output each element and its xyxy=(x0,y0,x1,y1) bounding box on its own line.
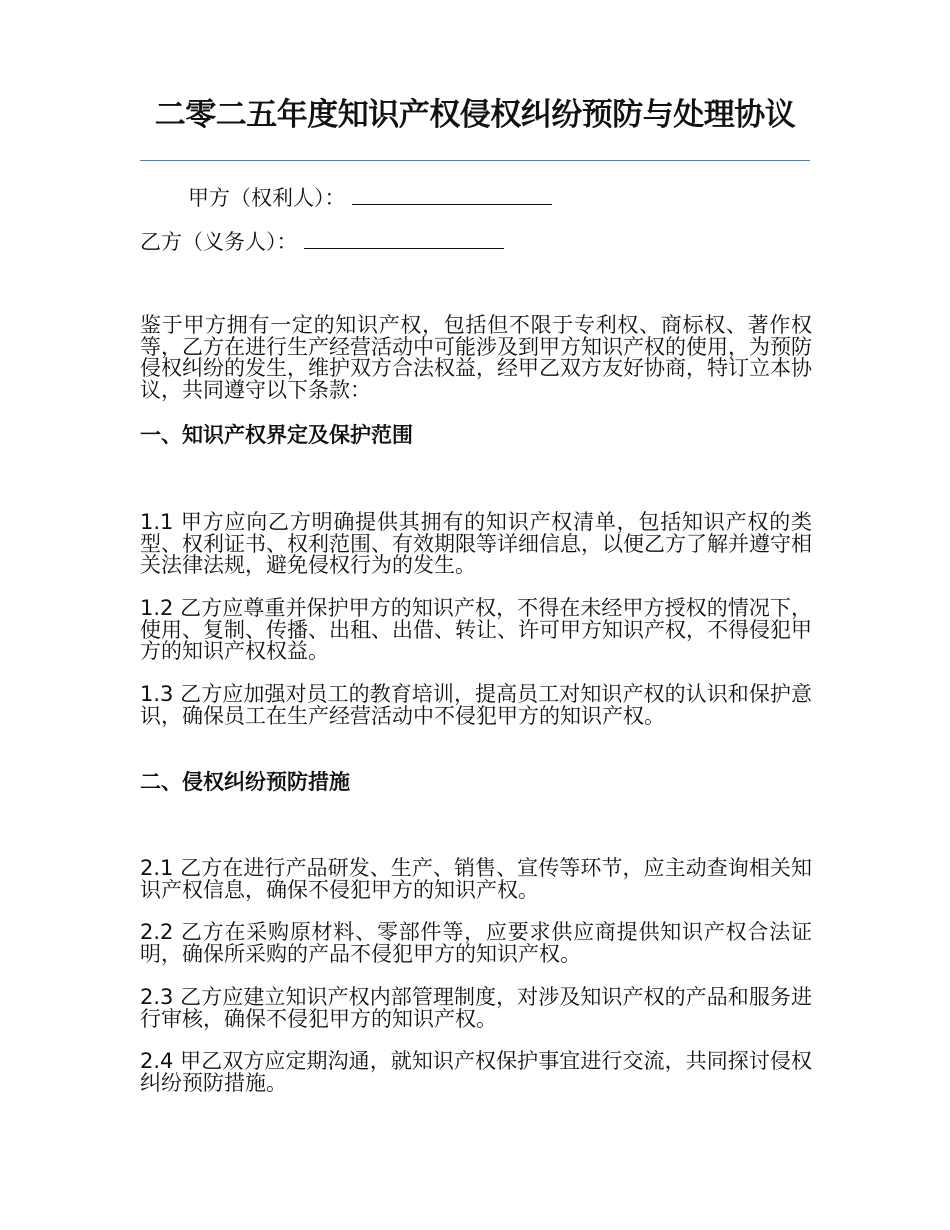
party-b-blank xyxy=(304,228,504,249)
clause-1-3: 1.3 乙方应加强对员工的教育培训，提高员工对知识产权的认识和保护意识，确保员工在生产经营活动中不侵犯甲方的知识产权。 xyxy=(140,682,812,728)
party-b-line xyxy=(140,228,504,255)
section-1-heading: 一、知识产权界定及保护范围 xyxy=(140,423,413,447)
party-a-label: 甲方（权利人）： xyxy=(188,186,346,210)
party-b-label: 乙方（义务人）： xyxy=(140,230,298,254)
clause-2-2: 2.2 乙方在采购原材料、零部件等，应要求供应商提供知识产权合法证明，确保所采购的产品不侵犯甲方的知识产权。 xyxy=(140,920,812,966)
document-title: 二零二五年度知识产权侵权纠纷预防与处理协议 xyxy=(154,97,796,133)
clause-2-4: 2.4 甲乙双方应定期沟通，就知识产权保护事宜进行交流，共同探讨侵权纠纷预防措施。 xyxy=(140,1049,812,1095)
title-underline xyxy=(140,160,810,161)
clause-2-3: 2.3 乙方应建立知识产权内部管理制度，对涉及知识产权的产品和服务进行审核，确保不侵犯甲方的知识产权。 xyxy=(140,985,812,1031)
party-a-line xyxy=(188,184,552,211)
clause-1-1: 1.1 甲方应向乙方明确提供其拥有的知识产权清单，包括知识产权的类型、权利证书、权利范围、有效期限等详细信息，以便乙方了解并遵守相关法律法规，避免侵权行为的发生。 xyxy=(140,510,812,577)
section-2-heading: 二、侵权纠纷预防措施 xyxy=(140,770,350,794)
party-a-blank xyxy=(352,184,552,205)
clause-2-1: 2.1 乙方在进行产品研发、生产、销售、宣传等环节，应主动查询相关知识产权信息，确保不侵犯甲方的知识产权。 xyxy=(140,856,812,902)
clause-1-2: 1.2 乙方应尊重并保护甲方的知识产权，不得在未经甲方授权的情况下，使用、复制、传播、出租、出借、转让、许可甲方知识产权，不得侵犯甲方的知识产权权益。 xyxy=(140,596,812,663)
preamble-paragraph: 鉴于甲方拥有一定的知识产权，包括但不限于专利权、商标权、著作权等，乙方在进行生产经营活动中可能涉及到甲方知识产权的使用，为预防侵权纠纷的发生，维护双方合法权益，经甲乙双方友好协商，特订立本协议，共同遵守以下条款： xyxy=(140,313,812,402)
